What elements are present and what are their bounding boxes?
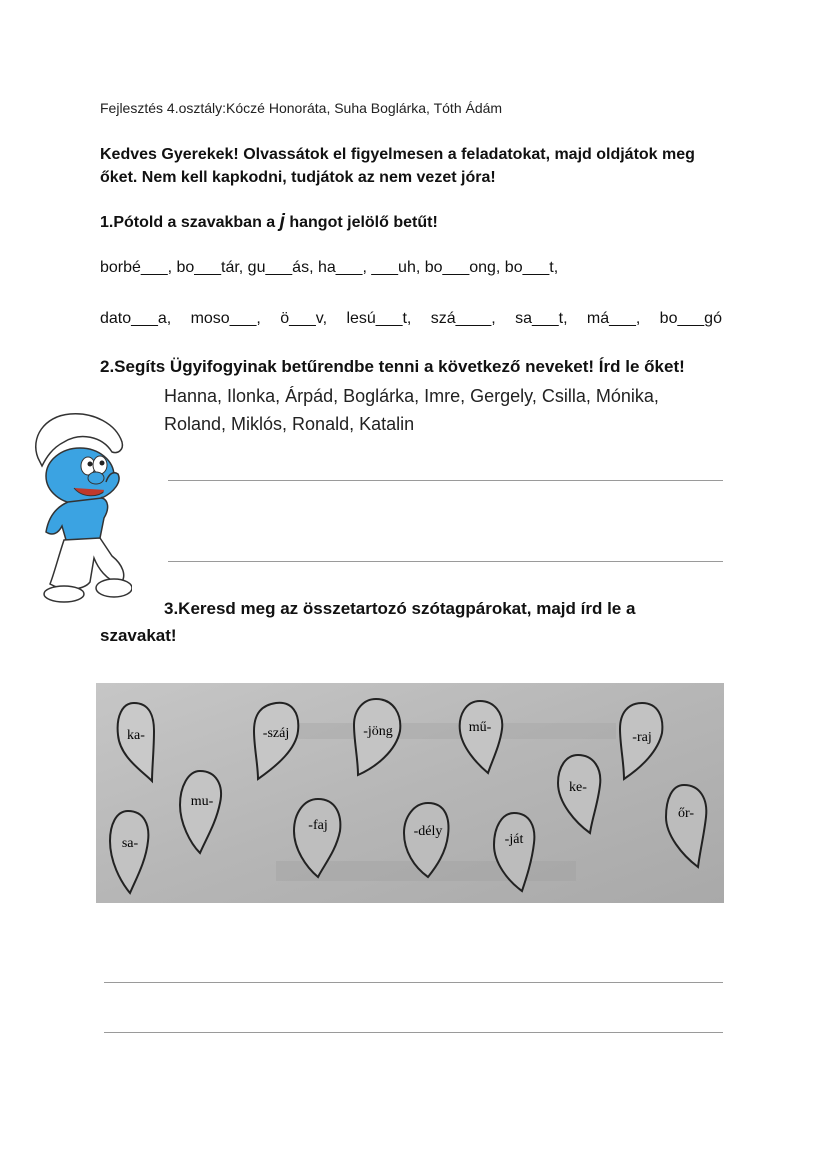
task1-title-part: hangot jelölő betűt!: [284, 214, 438, 231]
task1-title-part: 1.Pótold a szavakban a: [100, 214, 280, 231]
syllable-label: -száj: [262, 726, 290, 741]
task1-word: má___,: [586, 310, 641, 327]
syllable-label: sa-: [121, 836, 139, 851]
task3-title-line2: szavakat!: [100, 626, 177, 645]
task1-words-row-1: borbé___, bo___tár, gu___ás, ha___, ___uh, bo___ong, bo___t,: [100, 259, 559, 276]
syllable-label: -ját: [504, 832, 524, 847]
answer-line[interactable]: [168, 561, 723, 562]
intro-text: Kedves Gyerekek! Olvassátok el figyelmesen a feladatokat, majd oldjátok meg őket. Nem kell kapkodni, tudjátok az nem vezet jóra!: [100, 146, 695, 186]
task2-names: Hanna, Ilonka, Árpád, Boglárka, Imre, Gergely, Csilla, Mónika, Roland, Miklós, Ronald, Katalin: [164, 386, 659, 434]
task1-word: lesú___t,: [346, 310, 412, 327]
task1-word: ö___v,: [280, 310, 328, 327]
task1-word: szá____,: [430, 310, 496, 327]
task1-title: [100, 211, 438, 233]
syllable-label: -jöng: [363, 724, 393, 739]
task1-word: bo___gó: [659, 310, 722, 327]
answer-line[interactable]: [104, 1032, 723, 1033]
syllable-label: -faj: [308, 818, 328, 833]
smurf-illustration: [24, 408, 132, 604]
task1-word: moso___,: [190, 310, 261, 327]
syllable-label: mu-: [190, 794, 214, 809]
task1-word: sa___t,: [515, 310, 568, 327]
task3-title-line1: 3.Keresd meg az összetartozó szótagpárokat, majd írd le a: [164, 599, 636, 618]
task1-words-row-2: [100, 310, 722, 328]
answer-line[interactable]: [104, 982, 723, 983]
task1-title-letter: j: [279, 211, 285, 232]
syllable-drops-photo: [96, 683, 724, 903]
worksheet-header: Fejlesztés 4.osztály:Kóczé Honoráta, Suha Boglárka, Tóth Ádám: [100, 100, 503, 116]
task2-title: 2.Segíts Ügyifogyinak betűrendbe tenni a következő neveket! Írd le őket!: [100, 357, 685, 376]
task1-word: dato___a,: [100, 310, 172, 327]
syllable-label: -raj: [632, 730, 652, 745]
syllable-label: ka-: [127, 728, 145, 743]
syllable-label: -dély: [413, 824, 443, 839]
syllable-label: ke-: [569, 780, 587, 795]
answer-line[interactable]: [168, 480, 723, 481]
syllable-label: mű-: [468, 720, 492, 735]
syllable-label: őr-: [677, 806, 695, 821]
